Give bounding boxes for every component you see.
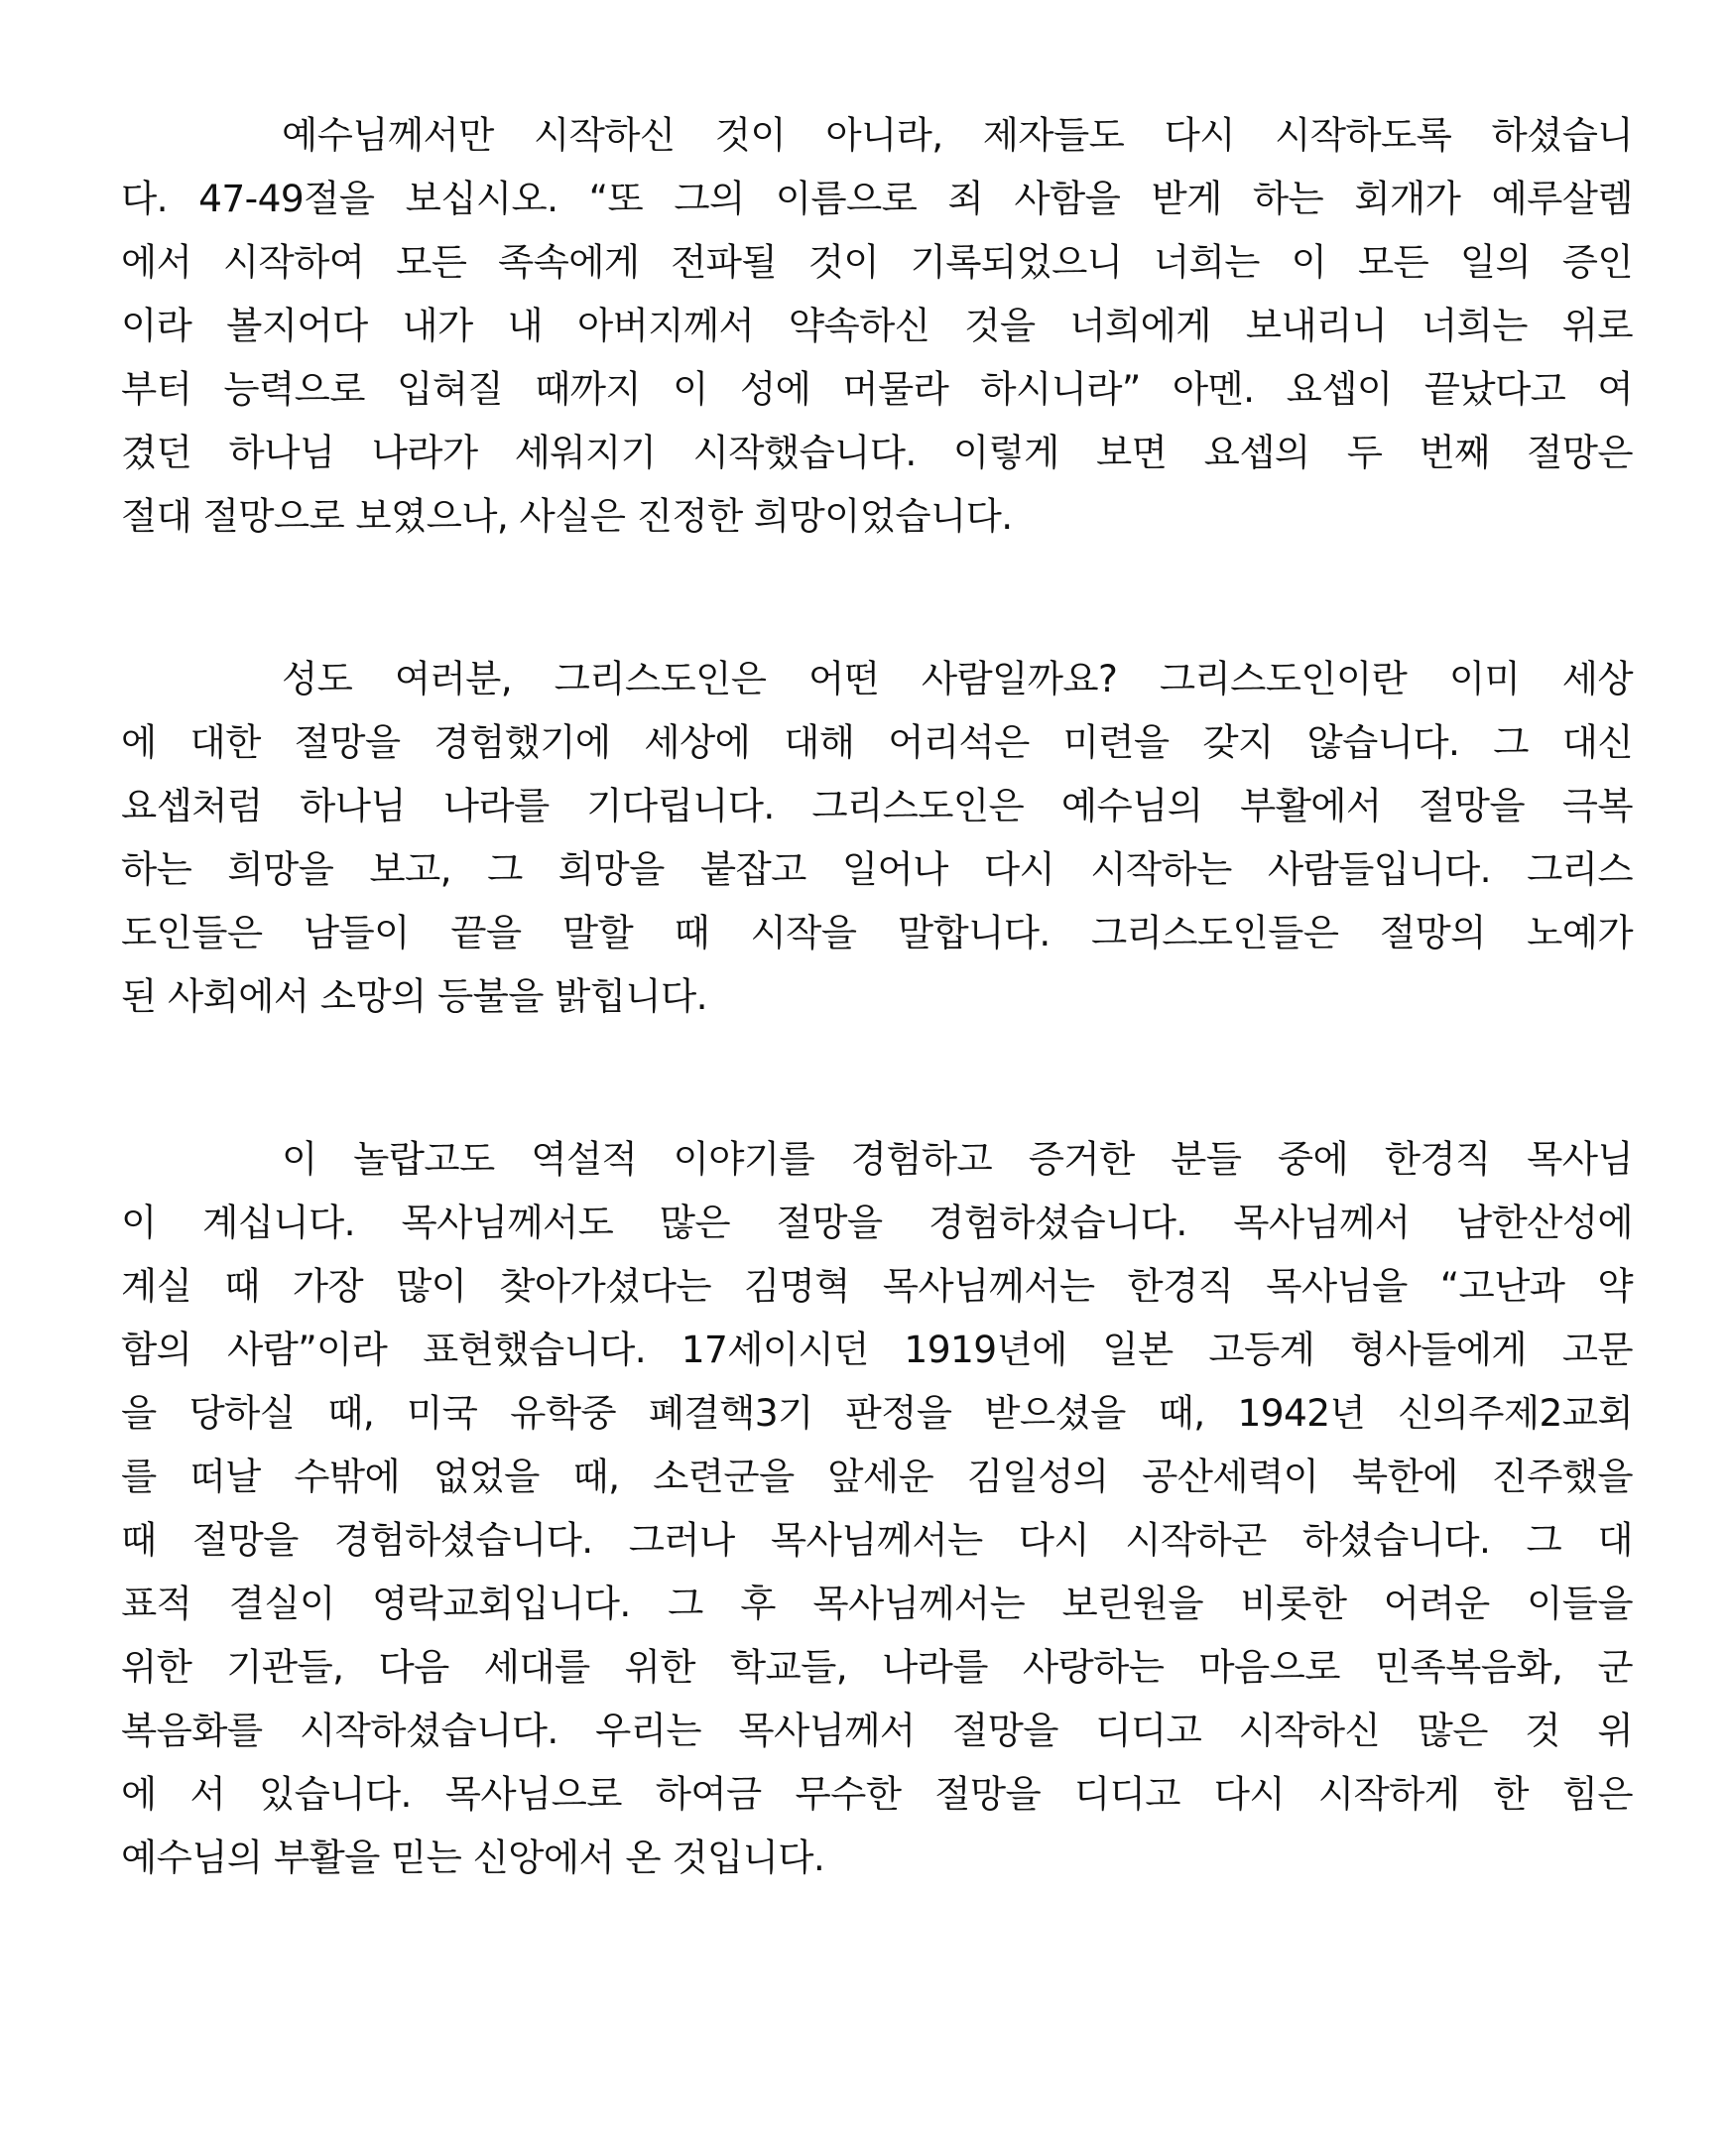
paragraph-3 <box>121 1127 1633 1889</box>
text-line: 에 대한 절망을 경험했기에 세상에 대해 어리석은 미련을 갖지 않습니다. 그 대신 <box>121 720 1633 764</box>
text-line: 이 계십니다. 목사님께서도 많은 절망을 경험하셨습니다. 목사님께서 남한산성에 <box>121 1201 1633 1244</box>
text-line: 표적 결실이 영락교회입니다. 그 후 목사님께서는 보린원을 비롯한 어려운 이들을 <box>121 1582 1633 1625</box>
text-line: 된 사회에서 소망의 등불을 밝힙니다. <box>121 974 707 1018</box>
text-line: 겼던 하나님 나라가 세워지기 시작했습니다. 이렇게 보면 요셉의 두 번째 절망은 <box>121 431 1633 474</box>
text-line: 예수님께서만 시작하신 것이 아니라, 제자들도 다시 시작하도록 하셨습니 <box>282 113 1633 157</box>
text-line: 때 절망을 경험하셨습니다. 그러나 목사님께서는 다시 시작하곤 하셨습니다. 그 대 <box>121 1518 1633 1562</box>
text-line: 이라 볼지어다 내가 내 아버지께서 약속하신 것을 너희에게 보내리니 너희는 위로 <box>121 304 1633 347</box>
text-line: 다. 47-49절을 보십시오. “또 그의 이름으로 죄 사함을 받게 하는 회개가 예루살렘 <box>121 177 1633 220</box>
text-line: 요셉처럼 하나님 나라를 기다립니다. 그리스도인은 예수님의 부활에서 절망을 극복 <box>121 784 1633 827</box>
text-line: 위한 기관들, 다음 세대를 위한 학교들, 나라를 사랑하는 마음으로 민족복음화, 군 <box>121 1645 1633 1689</box>
text-line: 성도 여러분, 그리스도인은 어떤 사람일까요? 그리스도인이란 이미 세상 <box>282 657 1633 700</box>
paragraph-2 <box>121 647 1633 1028</box>
text-line: 도인들은 남들이 끝을 말할 때 시작을 말합니다. 그리스도인들은 절망의 노예가 <box>121 911 1633 954</box>
text-line: 이 놀랍고도 역설적 이야기를 경험하고 증거한 분들 중에 한경직 목사님 <box>282 1137 1633 1181</box>
text-line: 예수님의 부활을 믿는 신앙에서 온 것입니다. <box>121 1836 825 1879</box>
text-line: 하는 희망을 보고, 그 희망을 붙잡고 일어나 다시 시작하는 사람들입니다. 그리스 <box>121 847 1633 891</box>
text-line: 절대 절망으로 보였으나, 사실은 진정한 희망이었습니다. <box>121 494 1013 538</box>
text-line: 부터 능력으로 입혀질 때까지 이 성에 머물라 하시니라” 아멘. 요셉이 끝났다고 여 <box>121 367 1633 411</box>
text-line: 를 떠날 수밖에 없었을 때, 소련군을 앞세운 김일성의 공산세력이 북한에 진주했을 <box>121 1455 1633 1498</box>
text-line: 에서 시작하여 모든 족속에게 전파될 것이 기록되었으니 너희는 이 모든 일의 증인 <box>121 240 1633 284</box>
text-line: 을 당하실 때, 미국 유학중 폐결핵3기 판정을 받으셨을 때, 1942년 신의주제2교회 <box>121 1391 1633 1435</box>
text-line: 에 서 있습니다. 목사님으로 하여금 무수한 절망을 디디고 다시 시작하게 한 힘은 <box>121 1772 1633 1816</box>
text-line: 복음화를 시작하셨습니다. 우리는 목사님께서 절망을 디디고 시작하신 많은 것 위 <box>121 1709 1633 1752</box>
paragraph-1 <box>121 103 1633 548</box>
text-line: 함의 사람”이라 표현했습니다. 17세이시던 1919년에 일본 고등계 형사들에게 고문 <box>121 1328 1633 1371</box>
text-line: 계실 때 가장 많이 찾아가셨다는 김명혁 목사님께서는 한경직 목사님을 “고난과 약 <box>121 1264 1633 1308</box>
